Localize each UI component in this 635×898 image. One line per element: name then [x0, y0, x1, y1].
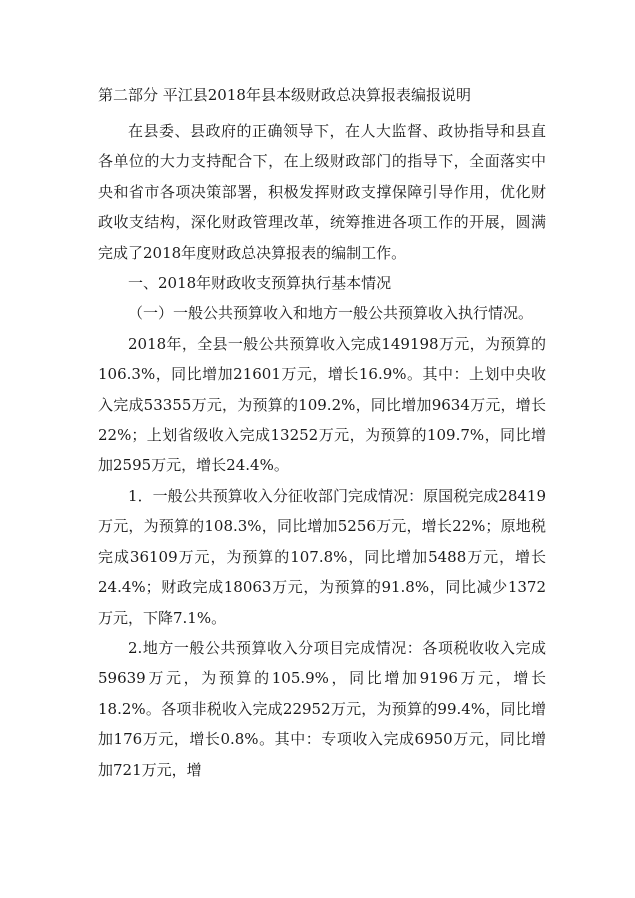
item-1-paragraph: 1．一般公共预算收入分征收部门完成情况：原国税完成28419万元，为预算的108.3%，同比增加5256万元，增长22%；原地税完成36109万元，为预算的107.8%，同比增加5488万元，增长24.4%；财政完成18063万元，为预算的91.8%，同比减少1372万元，下降7.1%。 — [98, 486, 546, 627]
document-title: 第二部分 平江县2018年县本级财政总决算报表编报说明 — [98, 86, 471, 104]
subsection-heading-1: （一）一般公共预算收入和地方一般公共预算收入执行情况。 — [128, 304, 534, 323]
document-body — [98, 81, 546, 785]
overview-paragraph: 2018年，全县一般公共预算收入完成149198万元，为预算的106.3%，同比增加21601万元，增长16.9%。其中：上划中央收入完成53355万元，为预算的109.2%，同比增加9634万元，增长22%；上划省级收入完成13252万元，为预算的109.7%，同比增加2595万元，增长24.4%。 — [98, 334, 546, 475]
item-2-paragraph: 2.地方一般公共预算收入分项目完成情况：各项税收收入完成59639万元，为预算的105.9%，同比增加9196万元，增长18.2%。各项非税收入完成22952万元，为预算的99.4%，同比增加176万元，增长0.8%。其中：专项收入完成6950万元，同比增加721万元，增 — [98, 638, 546, 779]
intro-paragraph: 在县委、县政府的正确领导下，在人大监督、政协指导和县直各单位的大力支持配合下，在上级财政部门的指导下，全面落实中央和省市各项决策部署，积极发挥财政支撑保障引导作用，优化财政收支结构，深化财政管理改革，统筹推进各项工作的开展，圆满完成了2018年度财政总决算报表的编制工作。 — [98, 122, 546, 262]
section-heading-1: 一、2018年财政收支预算执行基本情况 — [128, 274, 392, 293]
